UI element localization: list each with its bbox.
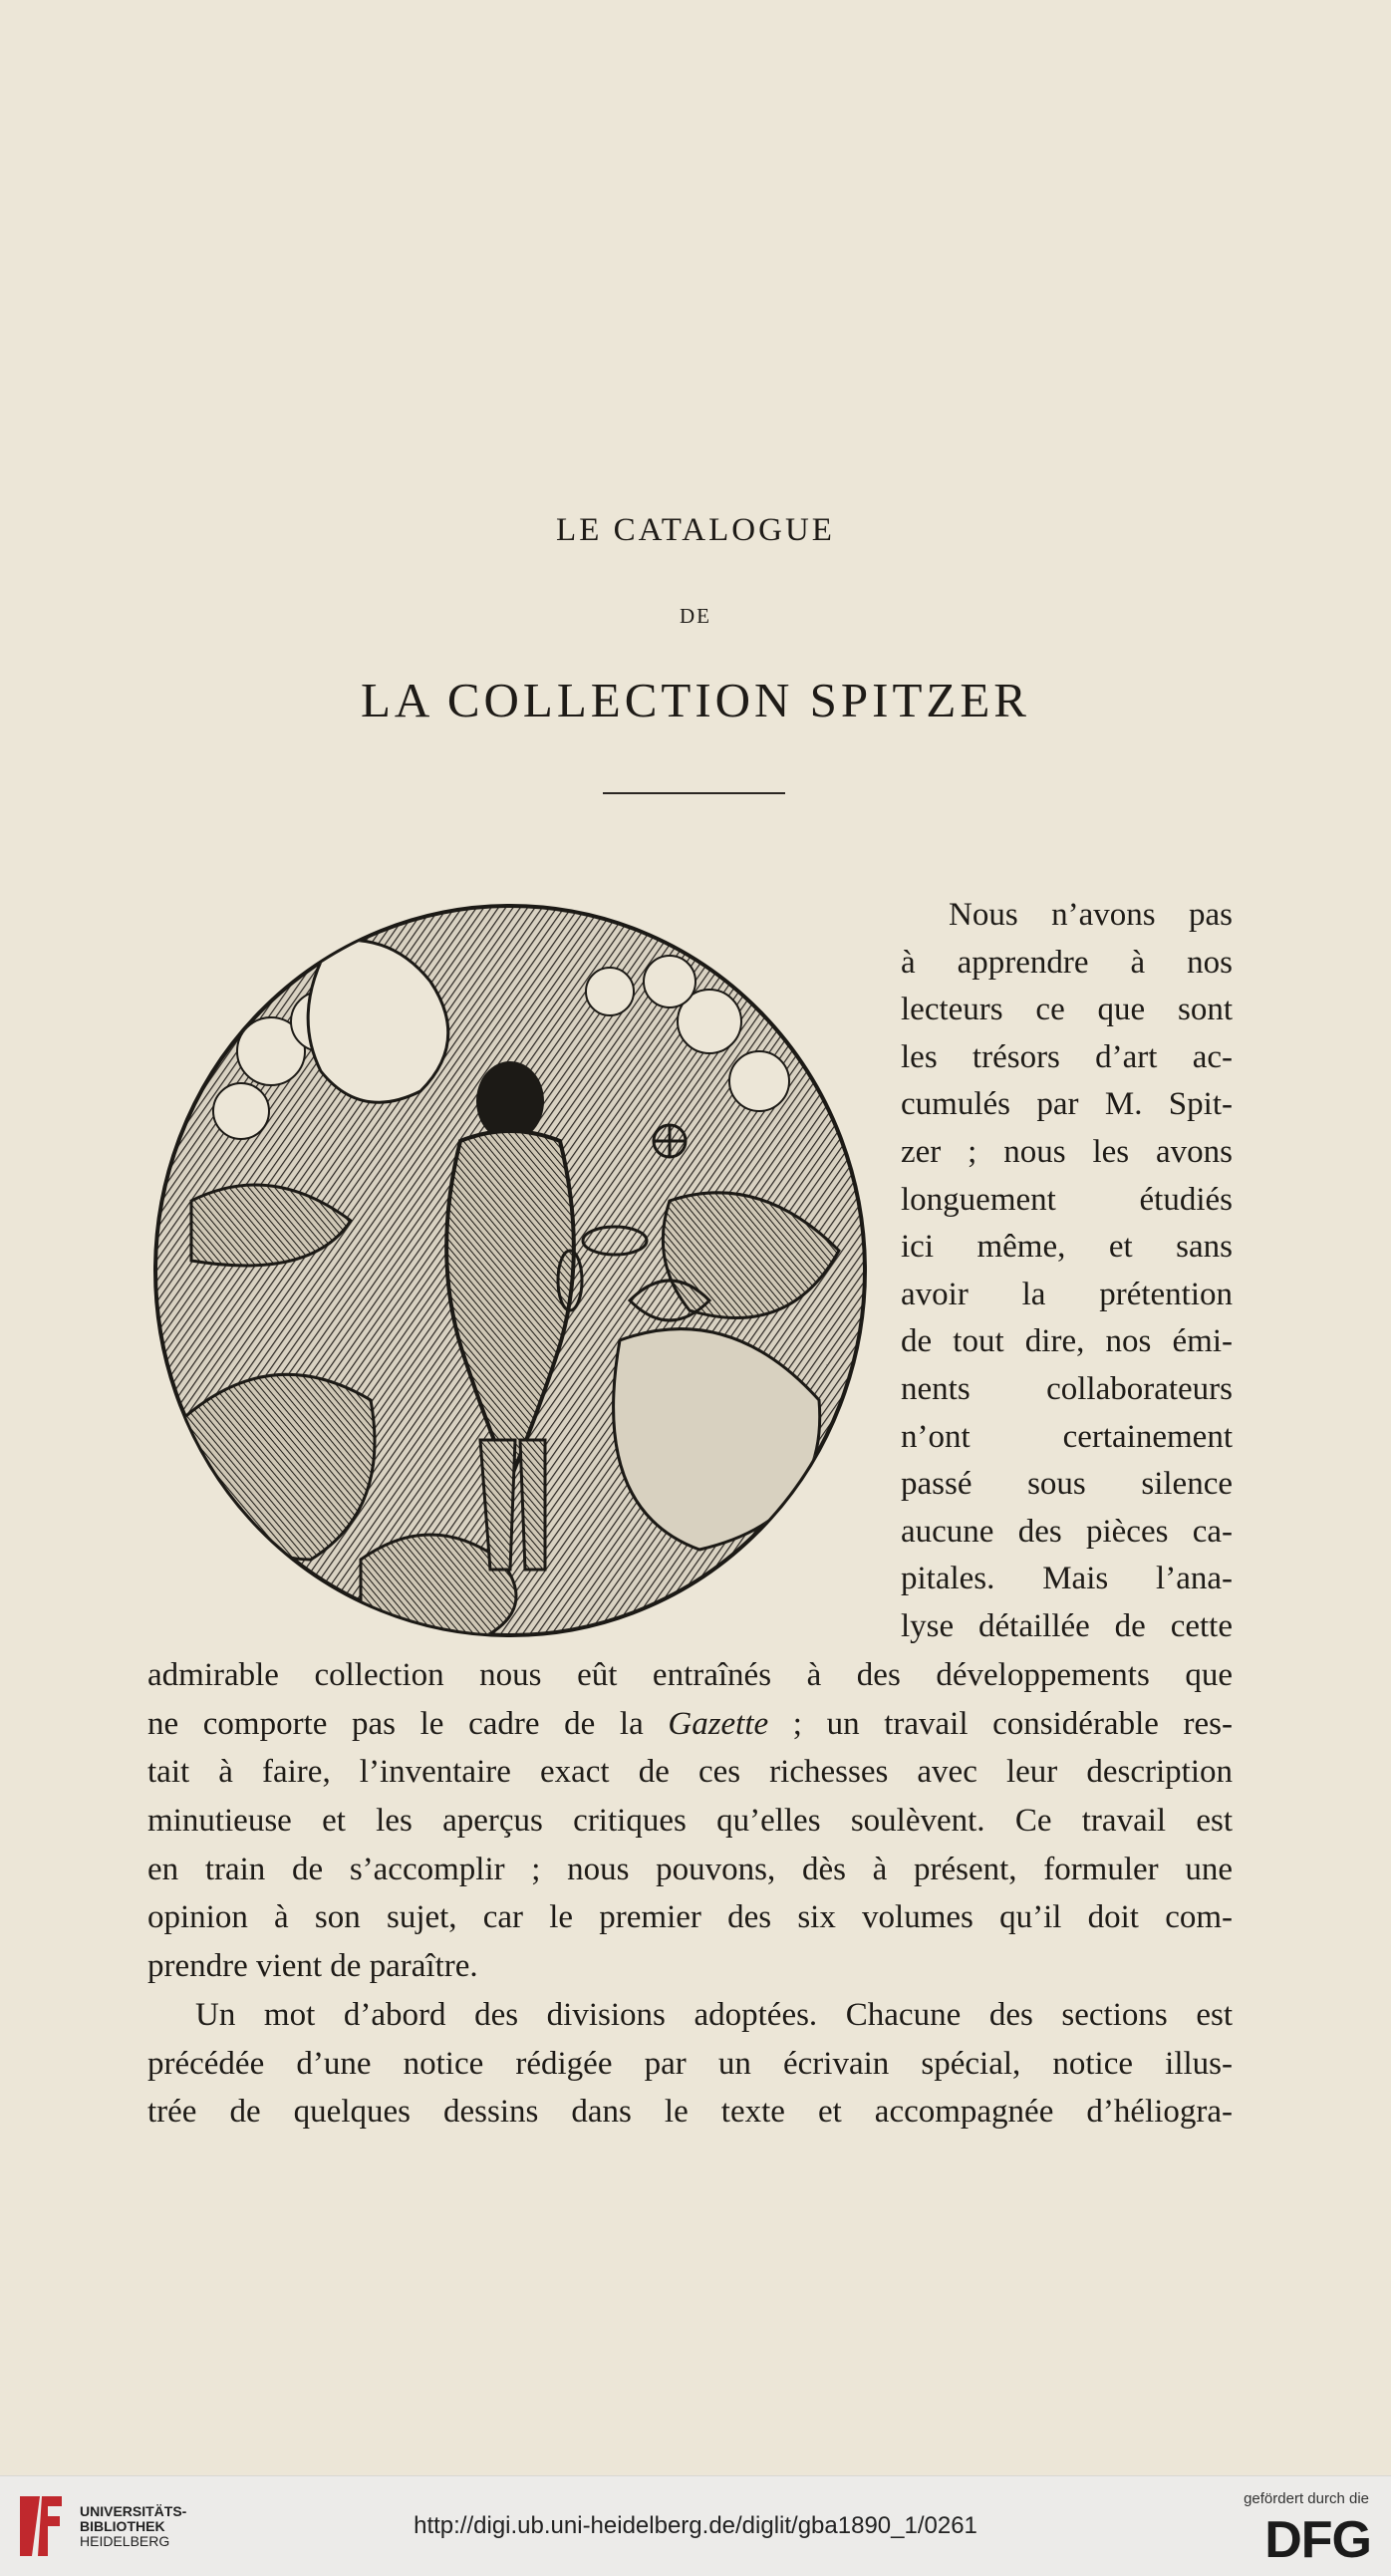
body-line: prendre vient de paraître.	[147, 1948, 478, 1985]
engraved-medallion-plate-icon	[151, 902, 869, 1639]
body-paragraphs	[147, 1651, 1233, 2137]
wrap-line: n’ont certainement	[901, 1418, 1233, 1455]
permalink-url[interactable]: http://digi.ub.uni-heidelberg.de/diglit/gba1890_1/0261	[414, 2512, 977, 2539]
body-line: opinion à son sujet, car le premier des six volumes qu’il doit com-	[147, 1899, 1233, 1936]
funding-note: gefördert durch die	[1244, 2490, 1369, 2507]
wrap-line: nents collaborateurs	[901, 1370, 1233, 1407]
body-line-start: ne comporte pas le cadre de la	[147, 1705, 669, 1742]
viewer-footer	[0, 2475, 1391, 2576]
bleed-through-header	[438, 185, 1236, 215]
title-line-1: LE CATALOGUE	[556, 512, 835, 548]
body-line: Un mot d’abord des divisions adoptées. Chacune des sections est	[195, 1996, 1233, 2033]
body-line	[147, 1700, 1233, 1749]
body-line: minutieuse et les aperçus critiques qu’elles soulèvent. Ce travail est	[147, 1803, 1233, 1840]
page-title: LA COLLECTION SPITZER	[361, 673, 1030, 727]
wrap-line: de tout dire, nos émi-	[901, 1323, 1233, 1360]
body-line: en train de s’accomplir ; nous pouvons, dès à présent, formuler une	[147, 1851, 1233, 1887]
body-line: précédée d’une notice rédigée par un écrivain spécial, notice illus-	[147, 2045, 1233, 2082]
wrapped-paragraph-column	[901, 892, 1233, 1651]
wrap-line: aucune des pièces ca-	[901, 1513, 1233, 1550]
wrap-line: Nous n’avons pas	[949, 897, 1233, 933]
wrap-line: zer ; nous les avons	[901, 1133, 1233, 1170]
wrap-line: cumulés par M. Spit-	[901, 1086, 1233, 1123]
wrap-line: longuement étudiés	[901, 1181, 1233, 1218]
library-name-line: HEIDELBERG	[80, 2533, 170, 2549]
library-name-line: UNIVERSITÄTS-	[80, 2503, 187, 2519]
wrap-line: les trésors d’art ac-	[901, 1038, 1233, 1075]
wrap-line: passé sous silence	[901, 1466, 1233, 1503]
gazette-title: Gazette	[668, 1705, 769, 1742]
dfg-logo: DFG	[1264, 2511, 1371, 2569]
body-line: admirable collection nous eût entraînés à des développements que	[147, 1657, 1233, 1693]
wrap-line: à apprendre à nos	[901, 944, 1233, 981]
body-line-end: ; un travail considérable res-	[768, 1705, 1233, 1742]
title-line-2: DE	[680, 604, 711, 628]
wrap-line: lecteurs ce que sont	[901, 992, 1233, 1028]
wrap-line: avoir la prétention	[901, 1276, 1233, 1312]
library-name-line: BIBLIOTHEK	[80, 2518, 165, 2534]
wrap-line: ici même, et sans	[901, 1229, 1233, 1266]
wrap-line: lyse détaillée de cette	[901, 1607, 1233, 1644]
body-line: tait à faire, l’inventaire exact de ces richesses avec leur description	[147, 1754, 1233, 1791]
body-line: trée de quelques dessins dans le texte et accompagnée d’héliogra-	[147, 2094, 1233, 2131]
wrap-line: pitales. Mais l’ana-	[901, 1561, 1233, 1597]
title-rule	[603, 792, 785, 794]
